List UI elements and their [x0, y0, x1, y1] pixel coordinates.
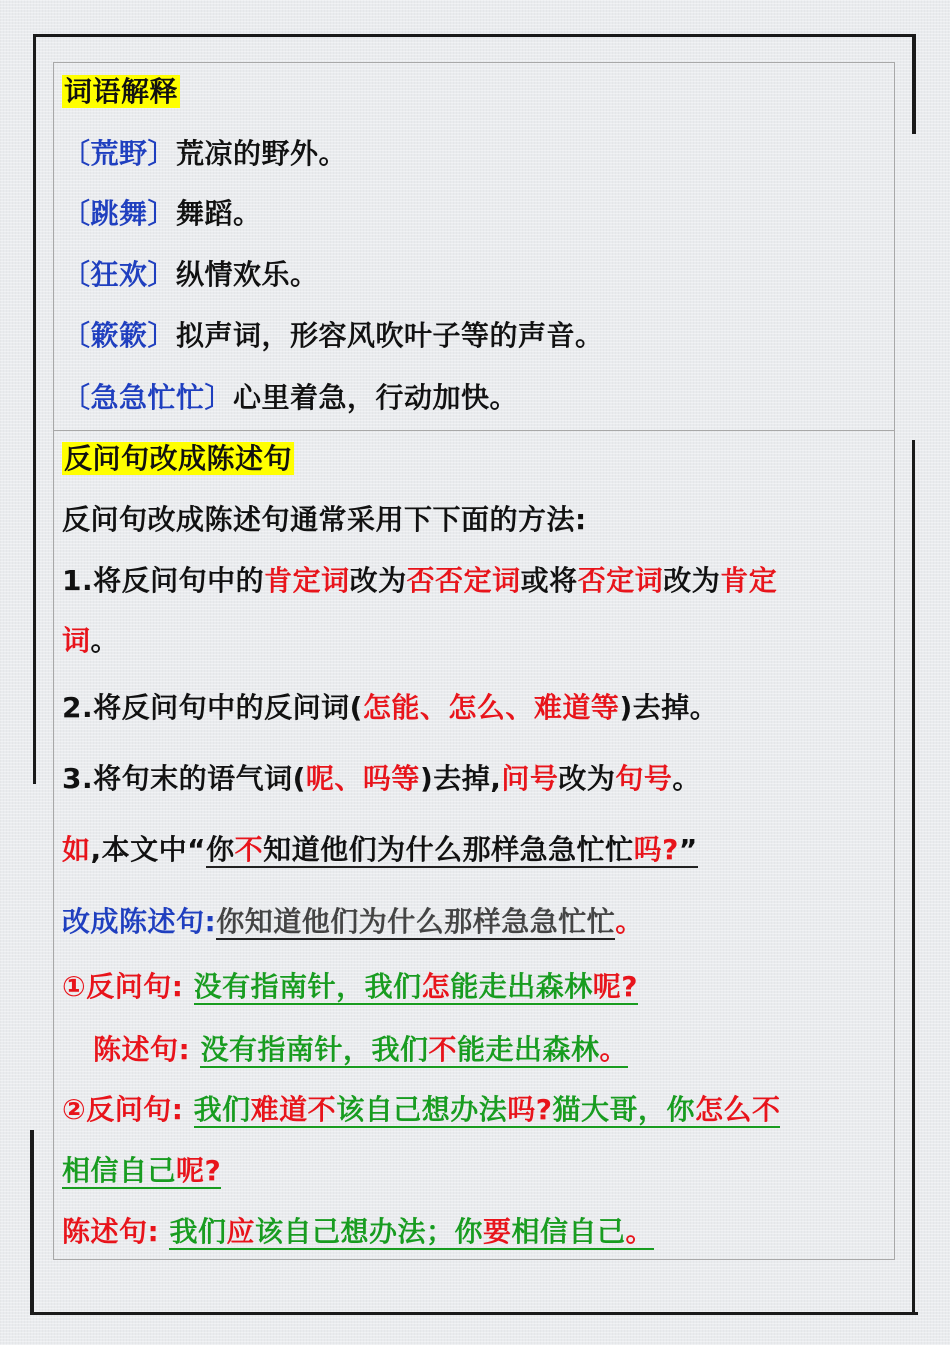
converted-text: 你知道他们为什么那样急急忙忙 [216, 905, 616, 938]
highlight-text: 。 [625, 1215, 655, 1248]
example-2-question [62, 1090, 780, 1130]
rule-2 [62, 688, 718, 728]
example-text: 我们 [193, 1093, 251, 1126]
rule-text: 。 [90, 624, 120, 657]
vocab-heading: 词语解释 [64, 75, 179, 108]
example-text: 知道他们为什么那样急急忙忙 [263, 833, 634, 866]
vocab-def: 心里着急，行动加快。 [233, 381, 519, 414]
highlight-text: 呢? [176, 1154, 222, 1187]
example-text: 没有指南针，我们 [193, 970, 422, 1003]
example-text: 能走出森林 [456, 1033, 600, 1066]
highlight-text: 否定词 [577, 564, 664, 597]
rule-text: 。 [672, 762, 701, 795]
rule-text: 3.将句末的语气词( [62, 762, 306, 795]
frame-right-top-line [912, 34, 916, 134]
highlight-text: 句号 [615, 762, 673, 795]
highlight-text: 怎能、怎么、难道等 [362, 691, 620, 724]
example-2-question-cont [62, 1151, 221, 1191]
highlight-text: 吗? [633, 833, 679, 866]
vocab-term: 〔急急忙忙〕 [62, 381, 234, 414]
vocab-def: 荒凉的野外。 [176, 137, 348, 170]
vocab-item [62, 316, 604, 356]
frame-left-line [33, 34, 36, 784]
highlight-text: 如 [62, 833, 91, 866]
highlight-text: 不 [234, 833, 264, 866]
frame-right-bottom-line [912, 440, 915, 1315]
vocab-item [62, 255, 319, 295]
highlight-text: 不 [428, 1033, 457, 1066]
example-text: 该自己想办法 [336, 1093, 508, 1126]
highlight-text: 难道不 [250, 1093, 337, 1126]
frame-left-bottom-line [30, 1130, 34, 1315]
example-text: 该自己想办法；你 [254, 1215, 483, 1248]
example-text: 你 [206, 833, 235, 866]
frame-top-line [33, 34, 916, 37]
converted-label: 改成陈述句: [62, 905, 217, 938]
vocab-def: 舞蹈。 [176, 197, 262, 230]
rule-text: 1.将反问句中的 [62, 564, 265, 597]
highlight-text: 问号 [501, 762, 559, 795]
converted-sentence [62, 902, 644, 942]
vocab-term: 〔跳舞〕 [62, 197, 177, 230]
vocab-heading-line [62, 72, 180, 112]
vocab-item [62, 134, 347, 174]
example-text: ,本文中“ [90, 833, 207, 866]
rule-1 [62, 561, 777, 601]
vocab-def: 拟声词，形容风吹叶子等的声音。 [176, 319, 604, 352]
example-1-question [62, 967, 638, 1007]
highlight-text: 肯定词 [264, 564, 350, 597]
vocab-term: 〔荒野〕 [62, 137, 177, 170]
example-1-statement [93, 1030, 628, 1070]
section-divider [53, 430, 895, 431]
highlight-text: 呢? [592, 970, 638, 1003]
rule-text: 改为 [349, 564, 407, 597]
rule-text: )去掉, [419, 762, 502, 795]
rule-3 [62, 759, 701, 799]
content-panel [53, 62, 895, 1260]
example-label: ②反问句: [62, 1093, 184, 1126]
example-text: ” [678, 833, 698, 866]
example-label: 陈述句: [93, 1033, 191, 1066]
vocab-term: 〔簌簌〕 [62, 319, 177, 352]
rule-text: 改为 [558, 762, 616, 795]
example-label: ①反问句: [62, 970, 184, 1003]
highlight-text: 呢、吗等 [305, 762, 420, 795]
highlight-text: 应 [226, 1215, 255, 1248]
vocab-def: 纵情欢乐。 [176, 258, 319, 291]
rule-text: 改为 [663, 564, 721, 597]
rule-text: 或将 [520, 564, 578, 597]
rhetorical-heading: 反问句改成陈述句 [64, 442, 293, 475]
rule-1-cont [62, 621, 119, 661]
highlight-text: 怎 [421, 970, 451, 1003]
example-text: 我们 [169, 1215, 227, 1248]
example-2-statement [62, 1212, 654, 1252]
rhetorical-heading-line [62, 439, 294, 479]
frame-bottom-line [30, 1312, 918, 1315]
highlight-text: 。 [599, 1033, 629, 1066]
highlight-text: 要 [483, 1215, 512, 1248]
example-text: 能走出森林 [450, 970, 593, 1003]
highlight-text: 吗? [507, 1093, 553, 1126]
highlight-text: 。 [615, 905, 644, 938]
vocab-term: 〔狂欢〕 [62, 258, 177, 291]
example-text: 没有指南针，我们 [200, 1033, 429, 1066]
highlight-text: 肯定 [720, 564, 778, 597]
example-text: 相信自己 [511, 1215, 626, 1248]
rhetorical-intro: 反问句改成陈述句通常采用下下面的方法: [62, 503, 587, 536]
example-text: 猫大哥，你 [552, 1093, 695, 1126]
rule-text: 2.将反问句中的反问词( [62, 691, 363, 724]
example-label: 陈述句: [62, 1215, 160, 1248]
vocab-item [62, 378, 518, 418]
example-text: 相信自己 [62, 1154, 177, 1187]
highlight-text: 词 [62, 624, 91, 657]
example-sentence [62, 830, 698, 870]
highlight-text: 怎么不 [694, 1093, 781, 1126]
highlight-text: 否否定词 [406, 564, 521, 597]
vocab-item [62, 194, 262, 234]
rule-text: )去掉。 [619, 691, 719, 724]
